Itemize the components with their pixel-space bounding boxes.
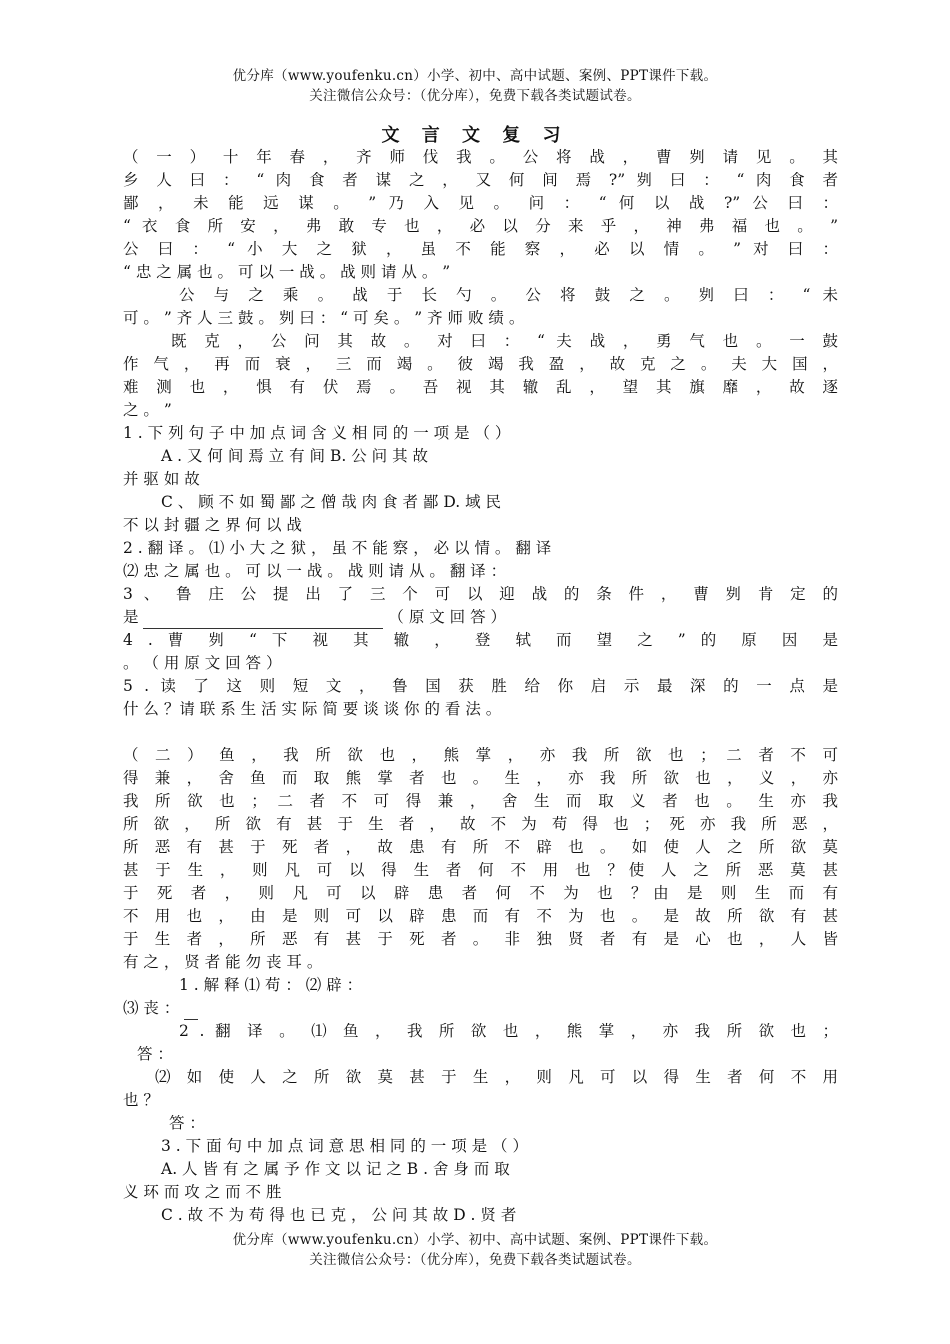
answer-blank[interactable] <box>143 612 383 629</box>
text-line: 可 。 ” 齐 人 三 鼓 。 刿 曰 ： “ 可 矣 。 ” 齐 师 败 绩 。 <box>123 309 525 327</box>
text-line: 我 所 欲 也 ； 二 者 不 可 得 兼 ， 舍 生 而 取 义 者 也 。 生 亦 我 <box>123 792 838 810</box>
page-footer <box>0 1230 950 1270</box>
question-text: 是 <box>123 608 139 626</box>
question-line: 3 . 下 面 句 中 加 点 词 意 思 相 同 的 一 项 是 （ ） <box>161 1137 528 1155</box>
text-line: 难 测 也 ， 惧 有 伏 焉 。 吾 视 其 辙 乱 ， 望 其 旗 靡 ， 故 逐 <box>123 378 838 396</box>
text-line: 之 。 ” <box>123 401 172 419</box>
question-line <box>123 997 838 1020</box>
question-line: 2 . 翻 译 。 ⑴ 小 大 之 狱 ， 虽 不 能 察 ， 必 以 情 。 翻 译 <box>123 539 552 557</box>
text-line: （ 一 ） 十 年 春 ， 齐 师 伐 我 。 公 将 战 ， 曹 刿 请 见 。 其 <box>123 148 838 166</box>
option-line: 义 环 而 攻 之 而 不 胜 <box>123 1183 282 1201</box>
question-line: 1 . 解 释 ⑴ 苟 ： ⑵ 辟 ： <box>179 976 363 994</box>
answer-blank[interactable] <box>184 1004 198 1020</box>
option-line: A . 又 何 间 焉 立 有 间 B. 公 问 其 故 <box>161 447 428 465</box>
question-line: ⑵ 如 使 人 之 所 欲 莫 甚 于 生 ， 则 凡 可 以 得 生 者 何 不 用 <box>155 1068 838 1086</box>
option-line: C . 故 不 为 苟 得 也 已 克 ， 公 问 其 故 D . 贤 者 <box>161 1206 517 1224</box>
text-line: 得 兼 ， 舍 鱼 而 取 熊 掌 者 也 。 生 ， 亦 我 所 欲 也 ， 义 ， 亦 <box>123 769 838 787</box>
text-line: 作 气 ， 再 而 衰 ， 三 而 竭 。 彼 竭 我 盈 ， 故 克 之 。 夫 大 国 ， <box>123 355 838 373</box>
question-line: 什 么 ？请 联 系 生 活 实 际 简 要 谈 谈 你 的 看 法 。 <box>123 700 502 718</box>
text-line: 乡 人 曰 ： “ 肉 食 者 谋 之 ， 又 何 间 焉 ?” 刿 曰 ： “ 肉 食 者 <box>123 171 838 189</box>
footer-line-2: 关注微信公众号：（优分库），免费下载各类试题试卷。 <box>309 1252 641 1268</box>
text-line: 甚 于 生 ， 则 凡 可 以 得 生 者 何 不 用 也 ？使 人 之 所 恶 莫 甚 <box>123 861 838 879</box>
footer-line-1: 优分库（www.youfenku.cn）小学、初中、高中试题、案例、PPT课件下载。 <box>232 1232 718 1248</box>
question-line: 2 . 翻 译 。 ⑴ 鱼 ， 我 所 欲 也 ， 熊 掌 ， 亦 我 所 欲 也 ； <box>179 1022 838 1040</box>
text-line: 于 生 者 ， 所 恶 有 甚 于 死 者 。 非 独 贤 者 有 是 心 也 ， 人 皆 <box>123 930 838 948</box>
question-line: 。 （ 用 原 文 回 答 ） <box>123 654 282 672</box>
spacer <box>123 721 838 744</box>
document-title: 文 言 文 复 习 <box>381 125 569 146</box>
option-line: 并 驱 如 故 <box>123 470 200 488</box>
text-line: 不 用 也 ， 由 是 则 可 以 辟 患 而 有 不 为 也 。 是 故 所 欲 有 甚 <box>123 907 838 925</box>
question-line: ⑵ 忠 之 属 也 。 可 以 一 战 。 战 则 请 从 。 翻 译 ： <box>123 562 507 580</box>
option-line: C 、 顾 不 如 蜀 鄙 之 僧 哉 肉 食 者 鄙 D. 域 民 <box>161 493 501 511</box>
question-line: 3 、 鲁 庄 公 提 出 了 三 个 可 以 迎 战 的 条 件 ， 曹 刿 肯 定 的 <box>123 585 838 603</box>
text-line: 既 克 ， 公 问 其 故 。 对 曰 ： “ 夫 战 ， 勇 气 也 。 一 鼓 <box>171 332 838 350</box>
text-line: （ 二 ） 鱼 ， 我 所 欲 也 ， 熊 掌 ， 亦 我 所 欲 也 ； 二 者 不 可 <box>123 746 838 764</box>
option-line: 不 以 封 疆 之 界 何 以 战 <box>123 516 302 534</box>
question-line: 4 . 曹 刿 “ 下 视 其 辙 ， 登 轼 而 望 之 ” 的 原 因 是 <box>123 631 838 649</box>
question-line: 1 . 下 列 句 子 中 加 点 词 含 义 相 同 的 一 项 是 （ ） <box>123 424 511 442</box>
question-text: （ 原 文 回 答 ） <box>388 608 507 626</box>
question-line: 5 . 读 了 这 则 短 文 ， 鲁 国 获 胜 给 你 启 示 最 深 的 一 点 是 <box>123 677 838 695</box>
question-text: ⑶ 丧 ： <box>123 999 180 1017</box>
header-line-2: 关注微信公众号：（优分库），免费下载各类试题试卷。 <box>309 88 641 104</box>
option-line: A. 人 皆 有 之 属 予 作 文 以 记 之 B . 舍 身 而 取 <box>161 1160 510 1178</box>
answer-label: 答 ： <box>137 1045 173 1063</box>
question-line: 也 ？ <box>123 1091 159 1109</box>
question-line <box>123 606 838 629</box>
answer-label: 答 ： <box>169 1114 205 1132</box>
text-line: “ 忠 之 属 也 。 可 以 一 战 。 战 则 请 从 。 ” <box>123 263 451 281</box>
document-body <box>123 146 838 1227</box>
text-line: 公 曰 ： “ 小 大 之 狱 ， 虽 不 能 察 ， 必 以 情 。 ” 对 曰 ： <box>123 240 838 258</box>
header-line-1: 优分库（www.youfenku.cn）小学、初中、高中试题、案例、PPT课件下载。 <box>232 68 718 84</box>
text-line: 所 恶 有 甚 于 死 者 ， 故 患 有 所 不 辟 也 。 如 使 人 之 所 欲 莫 <box>123 838 838 856</box>
text-line: 鄙 ， 未 能 远 谋 。 ” 乃 入 见 。 问 ： “ 何 以 战 ?” 公 曰 ： <box>123 194 838 212</box>
text-line: 有 之 ， 贤 者 能 勿 丧 耳 。 <box>123 953 323 971</box>
text-line: 所 欲 ， 所 欲 有 甚 于 生 者 ， 故 不 为 苟 得 也 ； 死 亦 我 所 恶 ， <box>123 815 838 833</box>
text-line: 公 与 之 乘 。 战 于 长 勺 。 公 将 鼓 之 。 刿 曰 ： “ 未 <box>179 286 838 304</box>
page-header <box>0 66 950 106</box>
text-line: 于 死 者 ， 则 凡 可 以 辟 患 者 何 不 为 也 ？由 是 则 生 而 有 <box>123 884 838 902</box>
text-line: “ 衣 食 所 安 ， 弗 敢 专 也 ， 必 以 分 来 乎 ， 神 弗 福 也 。 ” <box>123 217 838 235</box>
